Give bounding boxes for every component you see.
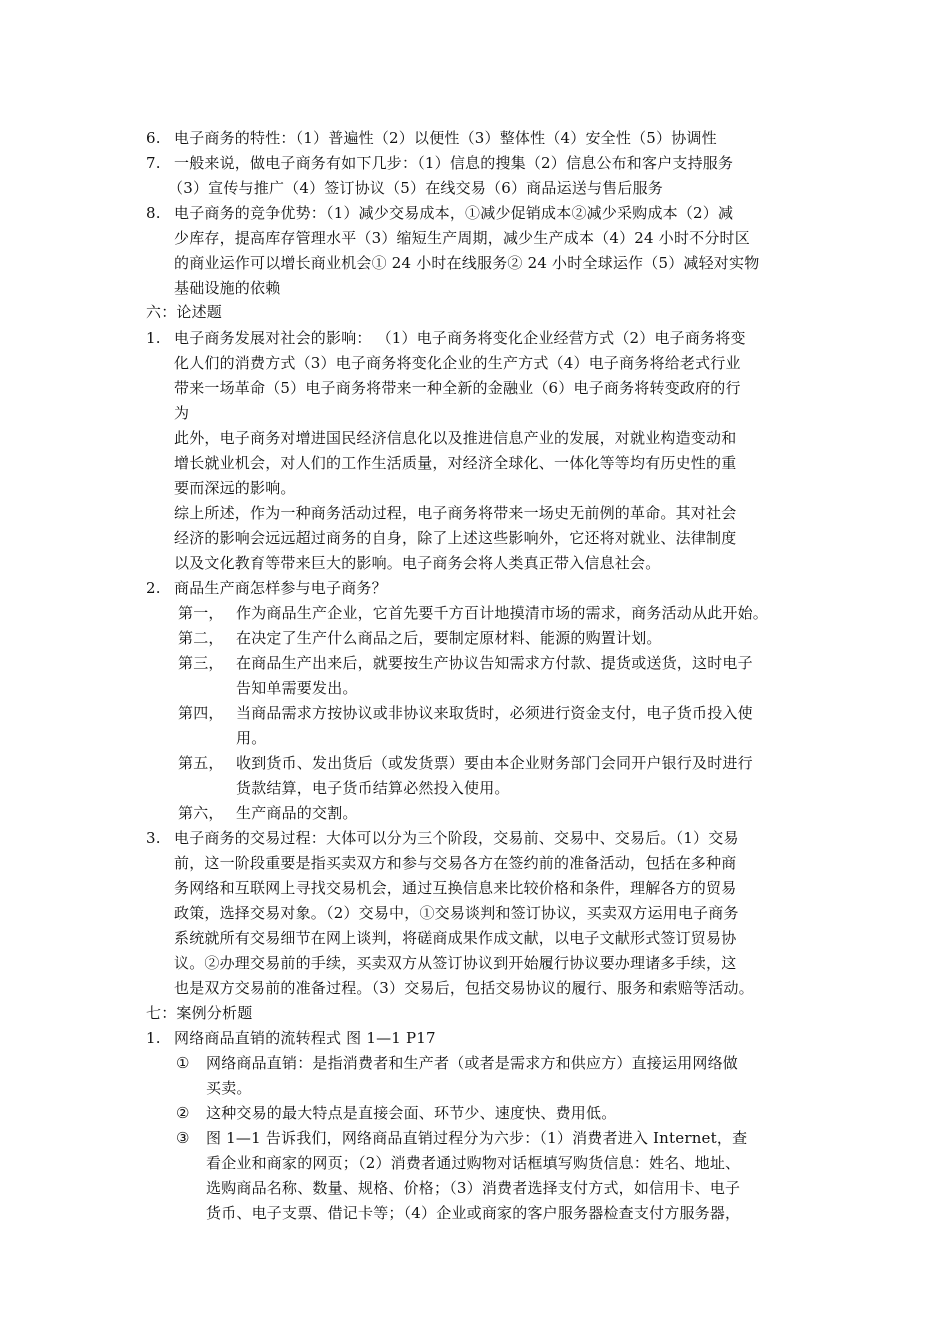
item-number: 3.: [146, 829, 161, 847]
text-line: 在商品生产出来后，就要按生产协议告知需求方付款、提货或送货，这时电子: [236, 654, 753, 672]
text-line: 当商品需求方按协议或非协议来取货时，必须进行资金支付，电子货币投入使: [236, 704, 753, 722]
text-line: 综上所述，作为一种商务活动过程，电子商务将带来一场史无前例的革命。其对社会: [174, 504, 737, 522]
text-line: 网络商品直销：是指消费者和生产者（或者是需求方和供应方）直接运用网络做: [206, 1054, 739, 1072]
text-line: 在决定了生产什么商品之后，要制定原材料、能源的购置计划。: [236, 629, 662, 647]
text-line: 电子商务的交易过程：大体可以分为三个阶段，交易前、交易中、交易后。（1）交易: [174, 829, 739, 847]
text-line: 收到货币、发出货后（或发货票）要由本企业财务部门会同开户银行及时进行: [236, 754, 753, 772]
text-line: 商品生产商怎样参与电子商务？: [174, 579, 387, 597]
text-line: 图 1—1 告诉我们，网络商品直销过程分为六步：（1）消费者进入 Internet，查: [206, 1129, 748, 1147]
step-label: 第四，: [178, 704, 224, 722]
step-label: 第六，: [178, 804, 224, 822]
circled-number: ①: [176, 1054, 190, 1072]
text-line: 货款结算，电子货币结算必然投入使用。: [236, 779, 510, 797]
text-line: 的商业运作可以增长商业机会① 24 小时在线服务② 24 小时全球运作（5）减轻对实物: [174, 254, 760, 272]
text-line: 网络商品直销的流转程式 图 1—1 P17: [174, 1029, 436, 1047]
text-line: 用。: [236, 729, 267, 747]
text-line: 电子商务的特性：（1）普遍性（2）以便性（3）整体性（4）安全性（5）协调性: [174, 129, 717, 147]
text-line: 看企业和商家的网页；（2）消费者通过购物对话框填写购货信息：姓名、地址、: [206, 1154, 741, 1172]
text-line: 电子商务的竞争优势：（1）减少交易成本，①减少促销成本②减少采购成本（2）减: [174, 204, 734, 222]
text-line: 务网络和互联网上寻找交易机会，通过互换信息来比较价格和条件，理解各方的贸易: [174, 879, 737, 897]
text-line: （3）宣传与推广（4）签订协议（5）在线交易（6）商品运送与售后服务: [168, 179, 663, 197]
item-number: 1.: [146, 1029, 161, 1047]
text-line: 政策，选择交易对象。（2）交易中，①交易谈判和签订协议，买卖双方运用电子商务: [174, 904, 739, 922]
circled-number: ③: [176, 1129, 190, 1147]
text-line: 前，这一阶段重要是指买卖双方和参与交易各方在签约前的准备活动，包括在多种商: [174, 854, 737, 872]
text-line: 选购商品名称、数量、规格、价格；（3）消费者选择支付方式，如信用卡、电子: [206, 1179, 741, 1197]
text-line: 基础设施的依赖: [174, 279, 281, 297]
section-heading: 七：案例分析题: [146, 1004, 253, 1022]
text-line: 此外，电子商务对增进国民经济信息化以及推进信息产业的发展，对就业构造变动和: [174, 429, 737, 447]
item-number: 1.: [146, 329, 161, 347]
text-line: 化人们的消费方式（3）电子商务将变化企业的生产方式（4）电子商务将给老式行业: [174, 354, 741, 372]
step-label: 第二，: [178, 629, 224, 647]
text-line: 生产商品的交割。: [236, 804, 358, 822]
text-line: 为: [174, 404, 190, 422]
text-line: 买卖。: [206, 1079, 252, 1097]
text-line: 带来一场革命（5）电子商务将带来一种全新的金融业（6）电子商务将转变政府的行: [174, 379, 741, 397]
text-line: 电子商务发展对社会的影响： （1）电子商务将变化企业经营方式（2）电子商务将变: [174, 329, 746, 347]
item-number: 6.: [146, 129, 161, 147]
item-number: 2.: [146, 579, 161, 597]
text-line: 作为商品生产企业，它首先要千方百计地摸清市场的需求，商务活动从此开始。: [236, 604, 769, 622]
circled-number: ②: [176, 1104, 190, 1122]
text-line: 议。②办理交易前的手续，买卖双方从签订协议到开始履行协议要办理诸多手续，这: [174, 954, 737, 972]
text-line: 经济的影响会远远超过商务的自身，除了上述这些影响外，它还将对就业、法律制度: [174, 529, 737, 547]
step-label: 第五，: [178, 754, 224, 772]
text-line: 货币、电子支票、借记卡等；（4）企业或商家的客户服务器检查支付方服务器，: [206, 1204, 741, 1222]
text-line: 一般来说，做电子商务有如下几步：（1）信息的搜集（2）信息公布和客户支持服务: [174, 154, 734, 172]
item-number: 8.: [146, 204, 161, 222]
text-line: 告知单需要发出。: [236, 679, 358, 697]
text-line: 以及文化教育等带来巨大的影响。电子商务会将人类真正带入信息社会。: [174, 554, 661, 572]
text-line: 系统就所有交易细节在网上谈判，将磋商成果作成文献，以电子文献形式签订贸易协: [174, 929, 737, 947]
text-line: 少库存，提高库存管理水平（3）缩短生产周期，减少生产成本（4）24 小时不分时区: [174, 229, 750, 247]
text-line: 这种交易的最大特点是直接会面、环节少、速度快、费用低。: [206, 1104, 617, 1122]
step-label: 第一，: [178, 604, 224, 622]
item-number: 7.: [146, 154, 161, 172]
text-line: 要而深远的影响。: [174, 479, 296, 497]
section-heading: 六：论述题: [146, 303, 223, 321]
text-line: 增长就业机会，对人们的工作生活质量，对经济全球化、一体化等等均有历史性的重: [174, 454, 737, 472]
step-label: 第三，: [178, 654, 224, 672]
text-line: 也是双方交易前的准备过程。（3）交易后，包括交易协议的履行、服务和索赔等活动。: [174, 979, 754, 997]
